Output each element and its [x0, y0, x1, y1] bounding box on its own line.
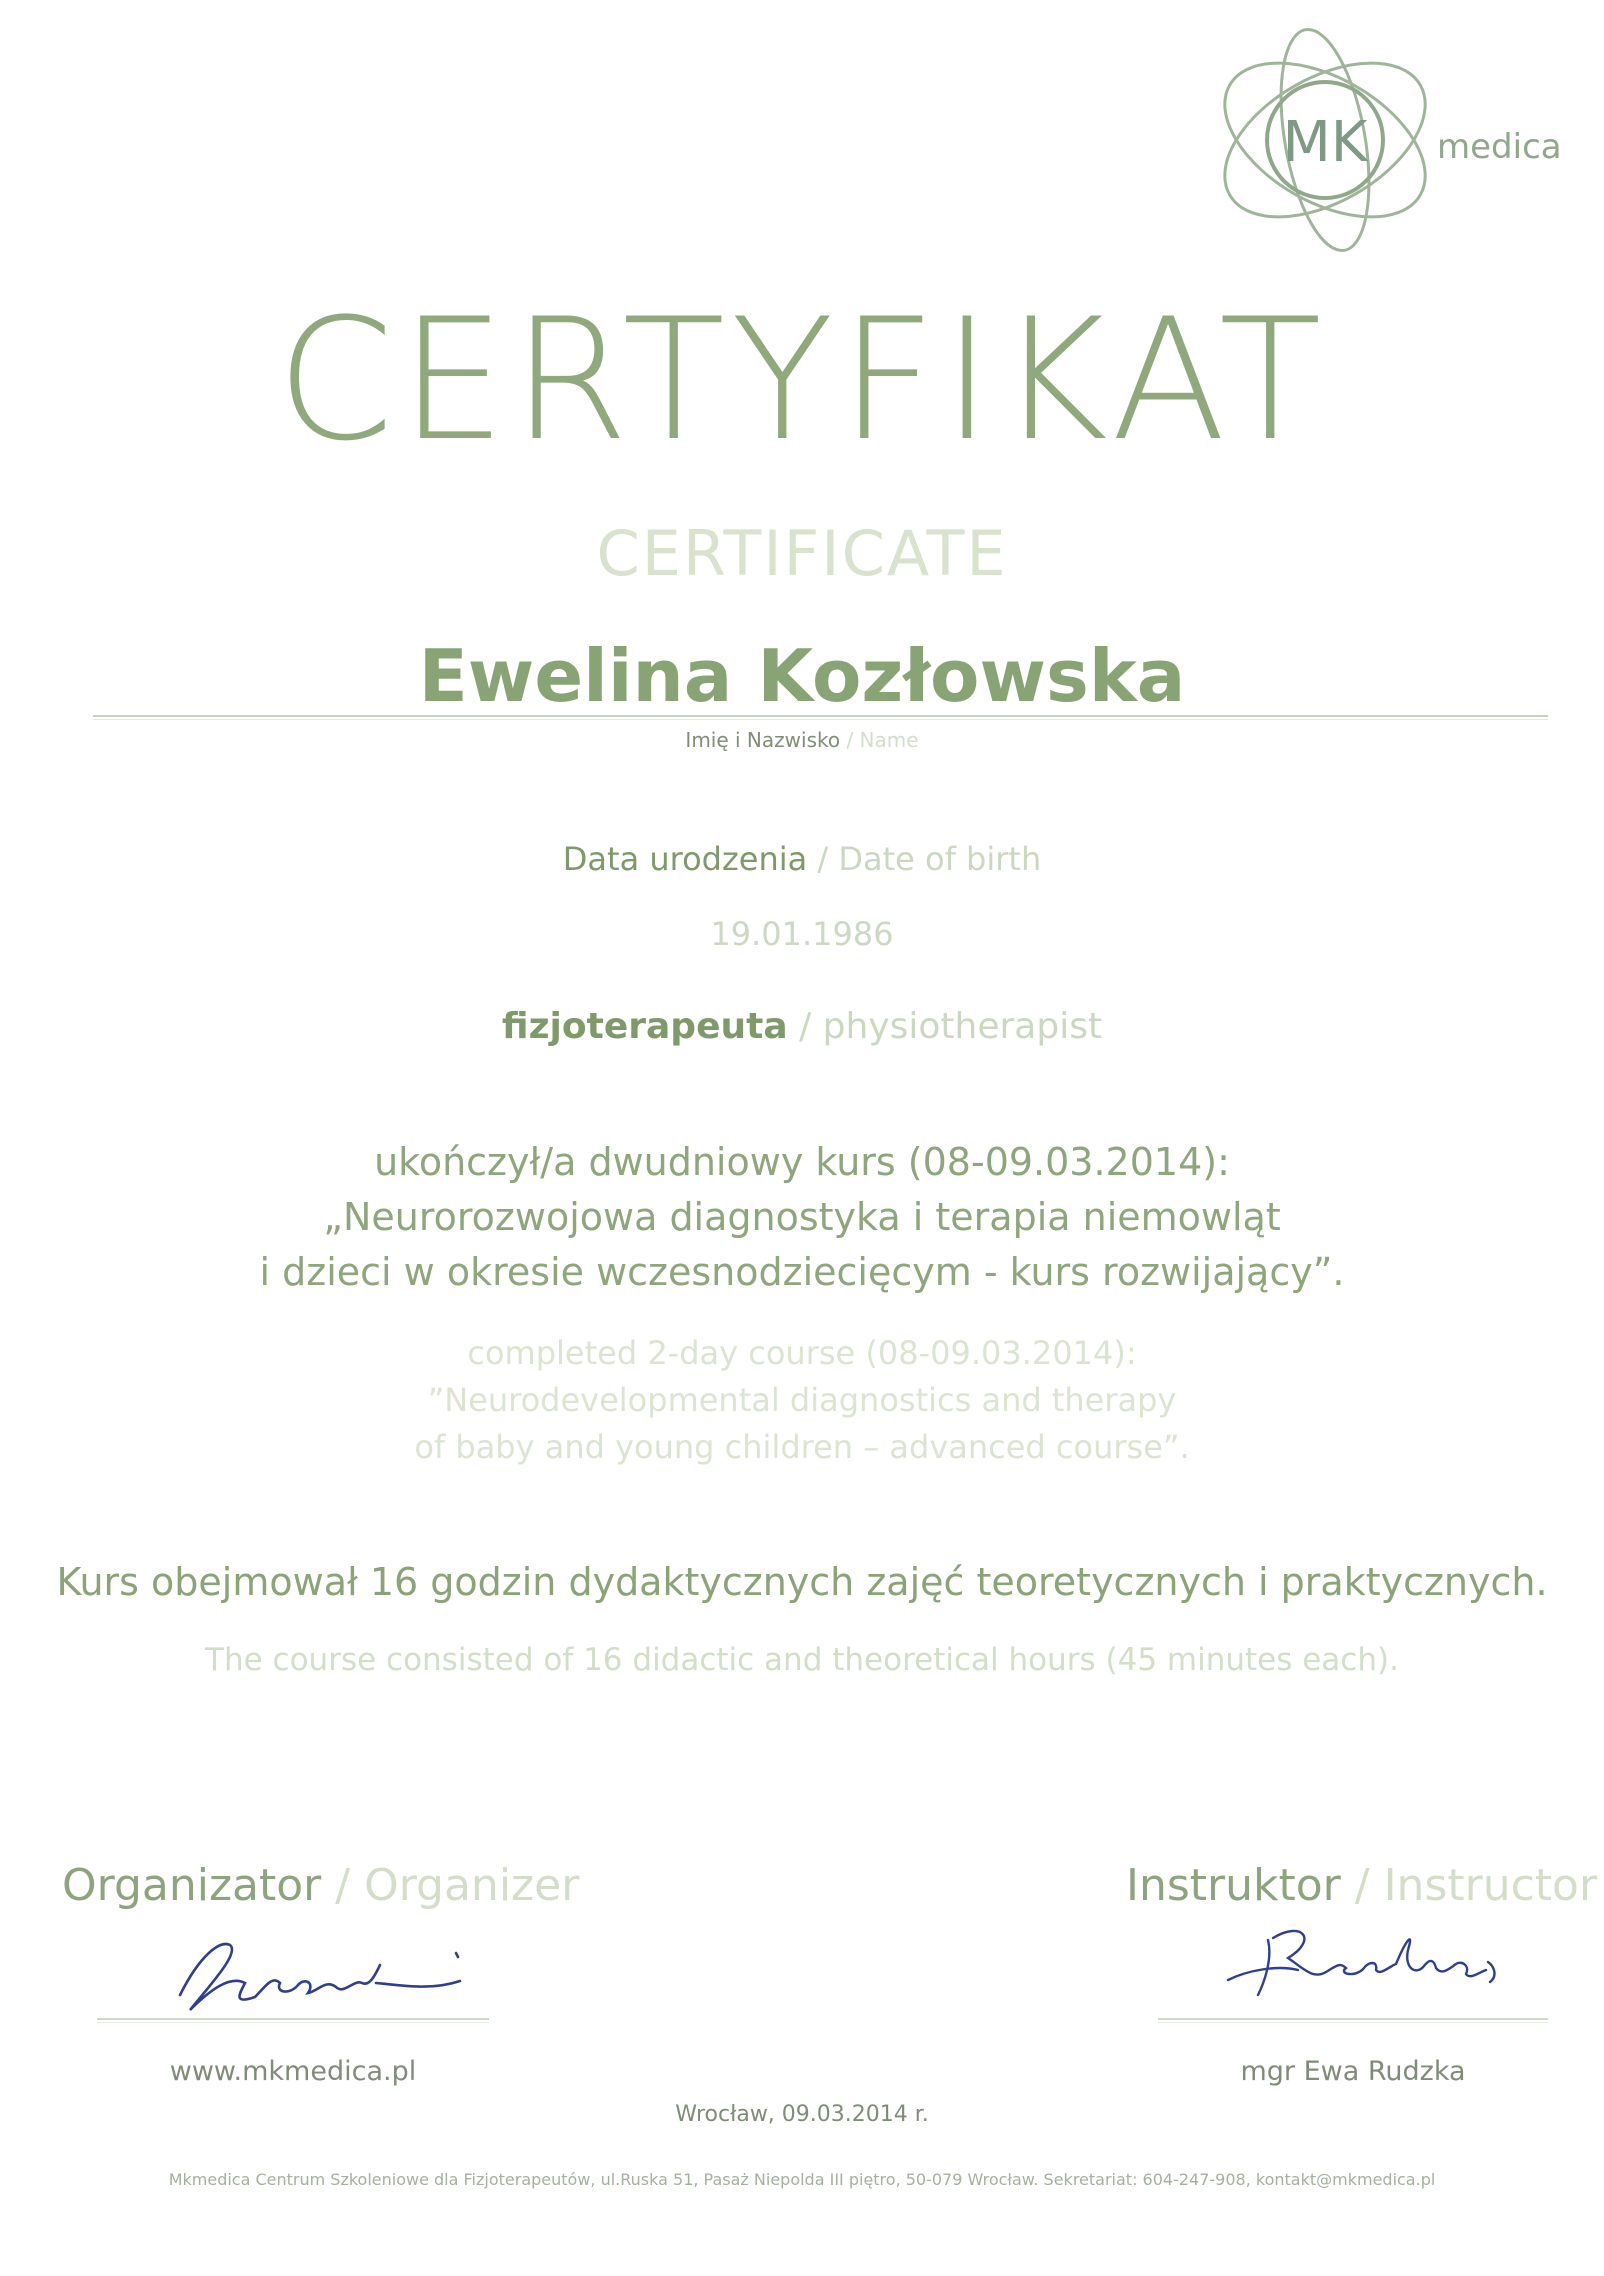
birth-date-value: 19.01.1986: [710, 915, 894, 953]
name-underline: [93, 715, 1548, 720]
course-en-line-1: completed 2-day course (08-09.03.2014):: [467, 1334, 1137, 1372]
course-description-en: [0, 1330, 1604, 1471]
course-hours-en: The course consisted of 16 didactic and theoretical hours (45 minutes each).: [205, 1642, 1399, 1678]
instructor-label-pl: Instruktor: [1126, 1860, 1341, 1911]
logo-word: medica: [1437, 127, 1562, 167]
course-pl-line-2: „Neurorozwojowa diagnostyka i terapia niemowląt: [323, 1195, 1281, 1239]
birth-date-label: [0, 840, 1604, 878]
organizer-website: www.mkmedica.pl: [169, 2056, 417, 2087]
footer-address: Mkmedica Centrum Szkoleniowe dla Fizjoterapeutów, ul.Ruska 51, Pasaż Niepolda III piętro, 50-079 Wrocław. Sekretariat: 604-247-908, kontakt@mkmedica.pl: [168, 2170, 1436, 2189]
birth-label-en: / Date of birth: [817, 840, 1042, 878]
profession: [0, 1006, 1604, 1047]
profession-en: / physiotherapist: [799, 1006, 1103, 1047]
recipient-name: Ewelina Kozłowska: [418, 634, 1186, 718]
name-caption-en: / Name: [846, 728, 919, 752]
course-hours-pl: Kurs obejmował 16 godzin dydaktycznych zajęć teoretycznych i praktycznych.: [56, 1560, 1548, 1604]
instructor-label-en: / Instructor: [1354, 1860, 1598, 1911]
course-pl-line-3: i dzieci w okresie wczesnodziecięcym - kurs rozwijający”.: [259, 1250, 1345, 1294]
mkmedica-logo: [1195, 20, 1575, 280]
course-description-pl: [0, 1135, 1604, 1300]
organizer-signature-line: [97, 2018, 489, 2023]
certificate-title: CERTYFIKAT: [276, 282, 1328, 478]
course-en-line-3: of baby and young children – advanced course”.: [414, 1428, 1190, 1466]
organizer-label-pl: Organizator: [62, 1860, 322, 1911]
certificate-subtitle: CERTIFICATE: [596, 517, 1008, 590]
name-caption: [0, 730, 1604, 750]
logo-mark: MK: [1282, 110, 1368, 175]
profession-pl: fizjoterapeuta: [501, 1006, 788, 1047]
instructor-signature: [1218, 1910, 1518, 2010]
instructor-label: [1126, 1860, 1598, 1911]
course-pl-line-1: ukończył/a dwudniowy kurs (08-09.03.2014):: [374, 1140, 1230, 1184]
birth-label-pl: Data urodzenia: [562, 840, 808, 878]
instructor-name: mgr Ewa Rudzka: [1240, 2056, 1466, 2087]
organizer-label-en: / Organizer: [335, 1860, 580, 1911]
organizer-signature: [140, 1935, 480, 2025]
place-and-date: Wrocław, 09.03.2014 r.: [675, 2102, 929, 2127]
course-en-line-2: ”Neurodevelopmental diagnostics and therapy: [427, 1381, 1177, 1419]
name-caption-pl: Imię i Nazwisko: [685, 728, 841, 752]
instructor-signature-line: [1158, 2018, 1548, 2023]
organizer-label: [62, 1860, 580, 1911]
atom-logo-icon: [1195, 20, 1575, 280]
